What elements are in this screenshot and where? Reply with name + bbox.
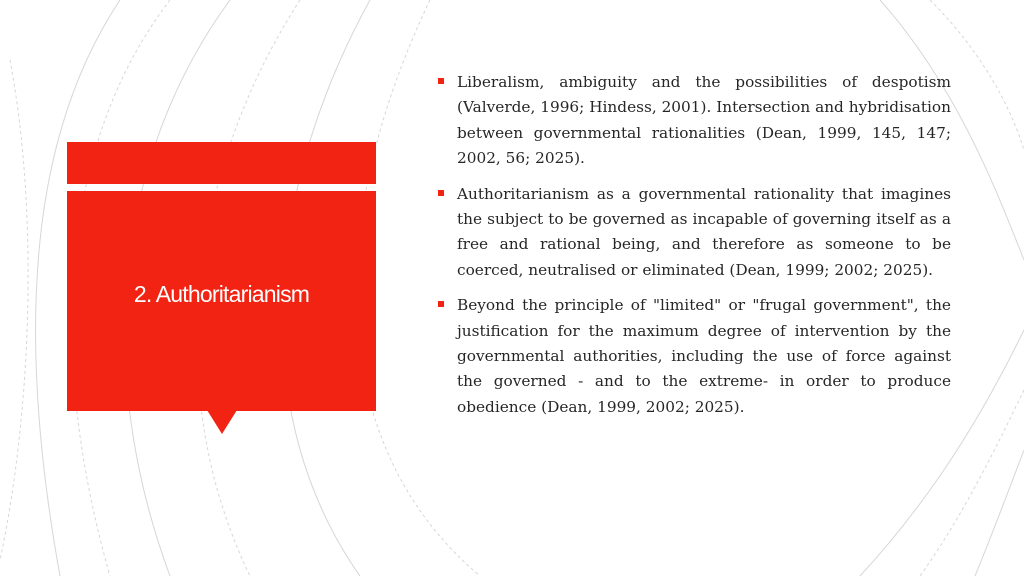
square-bullet-icon: [438, 301, 444, 307]
title-panel: [67, 191, 376, 411]
title-accent-bar: [67, 142, 376, 184]
bullet-text: Authoritarianism as a governmental rationality that imagines the subject to be governed as incapable of governing itself as a free and rational being, and therefore as someone to be coerced, neutralised or eliminated (Dean, 1999; 2002; 2025).: [457, 184, 951, 279]
title-panel-pointer: [207, 410, 237, 434]
arc-line: [0, 60, 28, 560]
square-bullet-icon: [438, 78, 444, 84]
bullet-text: Liberalism, ambiguity and the possibilities of despotism (Valverde, 1996; Hindess, 2001). Intersection and hybridisation between governmental rationalities (Dean, 1999, 145, 147; 2002, 56; 2025).: [457, 73, 951, 168]
slide-title: 2. Authoritarianism: [133, 281, 310, 307]
bullet-list: [437, 70, 951, 430]
square-bullet-icon: [438, 190, 444, 196]
bullet-text: Beyond the principle of "limited" or "frugal government", the justification for the maximum degree of intervention by the governmental authorities, including the use of force against the governed - and to the extreme- in order to produce obedience (Dean, 1999, 2002; 2025).: [457, 296, 951, 416]
bullet-item: [437, 182, 951, 284]
arc-line: [975, 450, 1024, 576]
bullet-item: [437, 293, 951, 420]
bullet-item: [437, 70, 951, 172]
